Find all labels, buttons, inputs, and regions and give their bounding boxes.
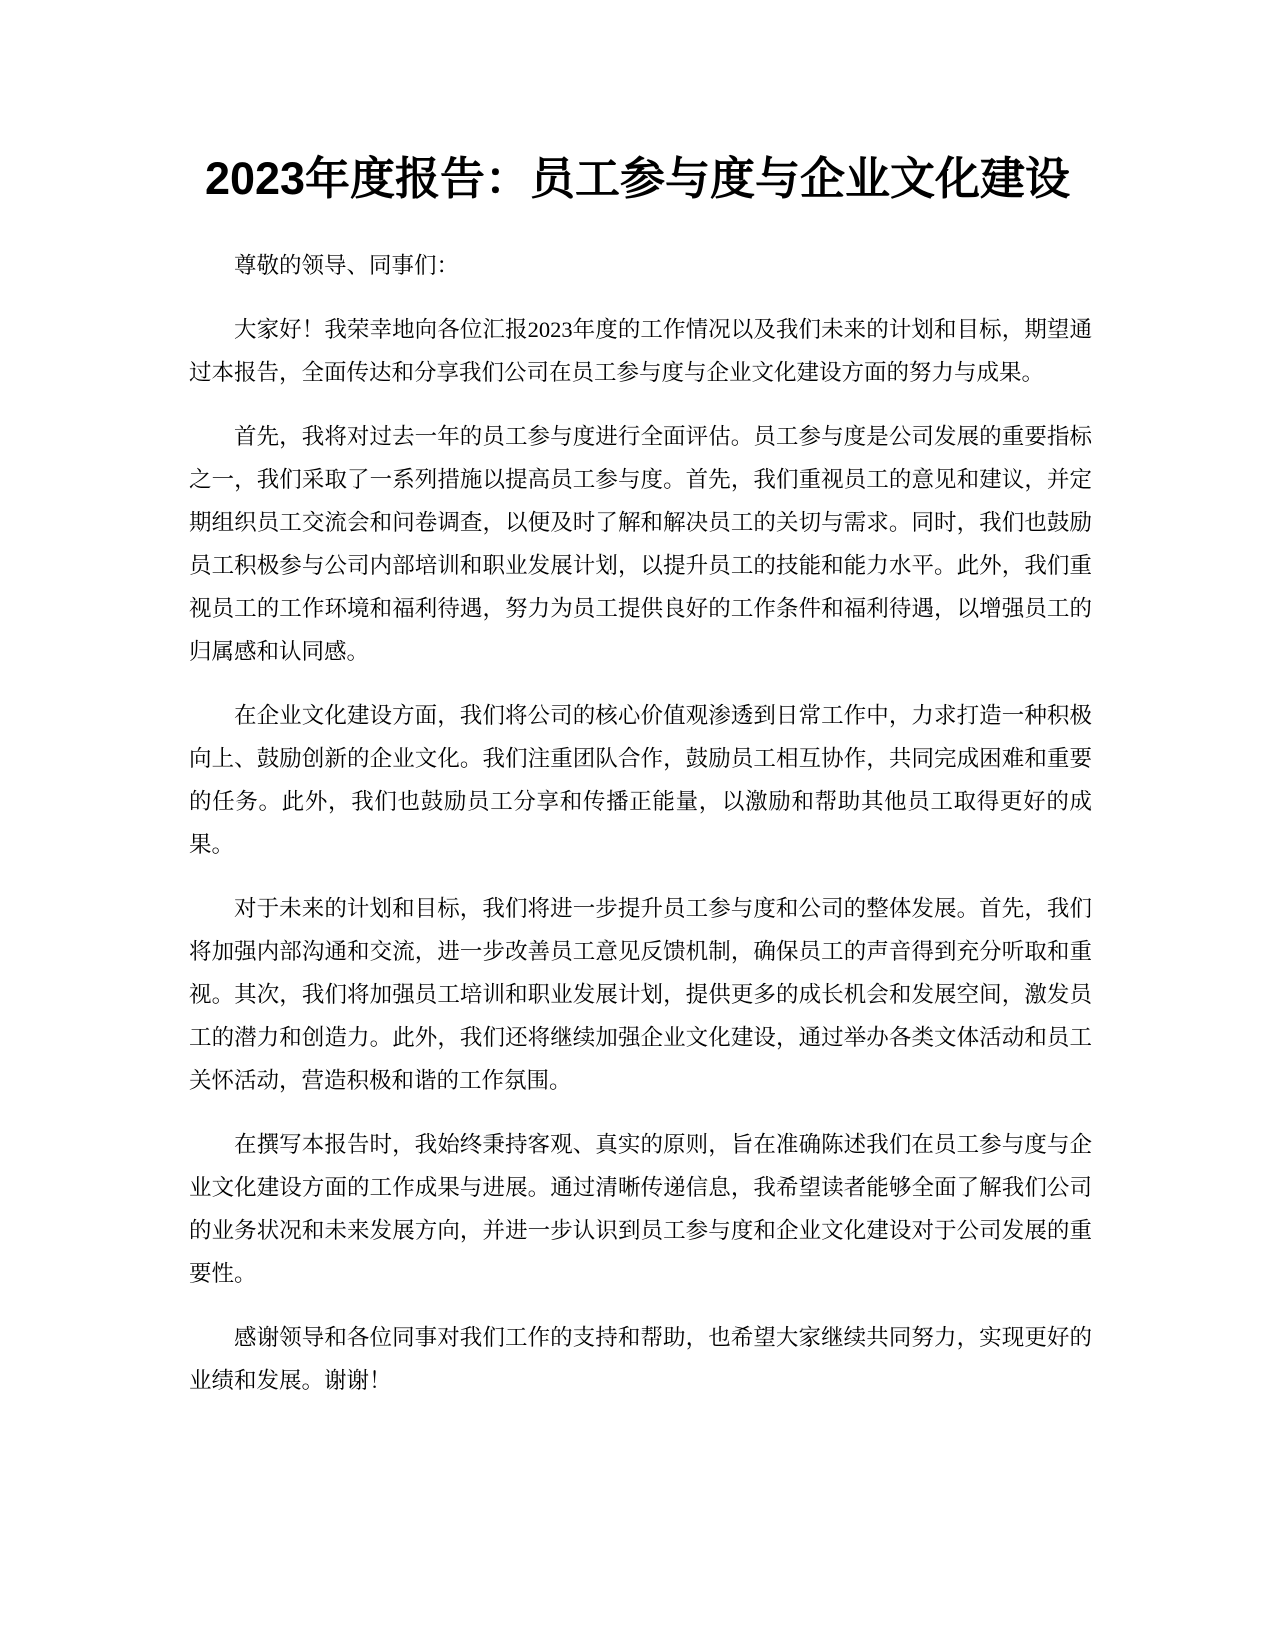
document-title: 2023年度报告：员工参与度与企业文化建设	[204, 153, 1071, 204]
engagement-paragraph: 首先，我将对过去一年的员工参与度进行全面评估。员工参与度是公司发展的重要指标之一，我们采取了一系列措施以提高员工参与度。首先，我们重视员工的意见和建议，并定期组织员工交流会和问卷调查，以便及时了解和解决员工的关切与需求。同时，我们也鼓励员工积极参与公司内部培训和职业发展计划，以提升员工的技能和能力水平。此外，我们重视员工的工作环境和福利待遇，努力为员工提供良好的工作条件和福利待遇，以增强员工的归属感和认同感。	[189, 424, 1092, 664]
intro-paragraph: 大家好！我荣幸地向各位汇报2023年度的工作情况以及我们未来的计划和目标，期望通过本报告，全面传达和分享我们公司在员工参与度与企业文化建设方面的努力与成果。	[189, 317, 1092, 385]
future-plans-paragraph: 对于未来的计划和目标，我们将进一步提升员工参与度和公司的整体发展。首先，我们将加强内部沟通和交流，进一步改善员工意见反馈机制，确保员工的声音得到充分听取和重视。其次，我们将加强员工培训和职业发展计划，提供更多的成长机会和发展空间，激发员工的潜力和创造力。此外，我们还将继续加强企业文化建设，通过举办各类文体活动和员工关怀活动，营造积极和谐的工作氛围。	[189, 896, 1092, 1093]
closing-paragraph: 感谢领导和各位同事对我们工作的支持和帮助，也希望大家继续共同努力，实现更好的业绩和发展。谢谢！	[189, 1325, 1092, 1393]
report-principles-paragraph: 在撰写本报告时，我始终秉持客观、真实的原则，旨在准确陈述我们在员工参与度与企业文化建设方面的工作成果与进展。通过清晰传递信息，我希望读者能够全面了解我们公司的业务状况和未来发展方向，并进一步认识到员工参与度和企业文化建设对于公司发展的重要性。	[189, 1132, 1092, 1286]
culture-paragraph: 在企业文化建设方面，我们将公司的核心价值观渗透到日常工作中，力求打造一种积极向上、鼓励创新的企业文化。我们注重团队合作，鼓励员工相互协作，共同完成困难和重要的任务。此外，我们也鼓励员工分享和传播正能量，以激励和帮助其他员工取得更好的成果。	[189, 703, 1092, 857]
document-body	[189, 244, 1092, 1423]
salutation-paragraph: 尊敬的领导、同事们：	[234, 253, 460, 278]
